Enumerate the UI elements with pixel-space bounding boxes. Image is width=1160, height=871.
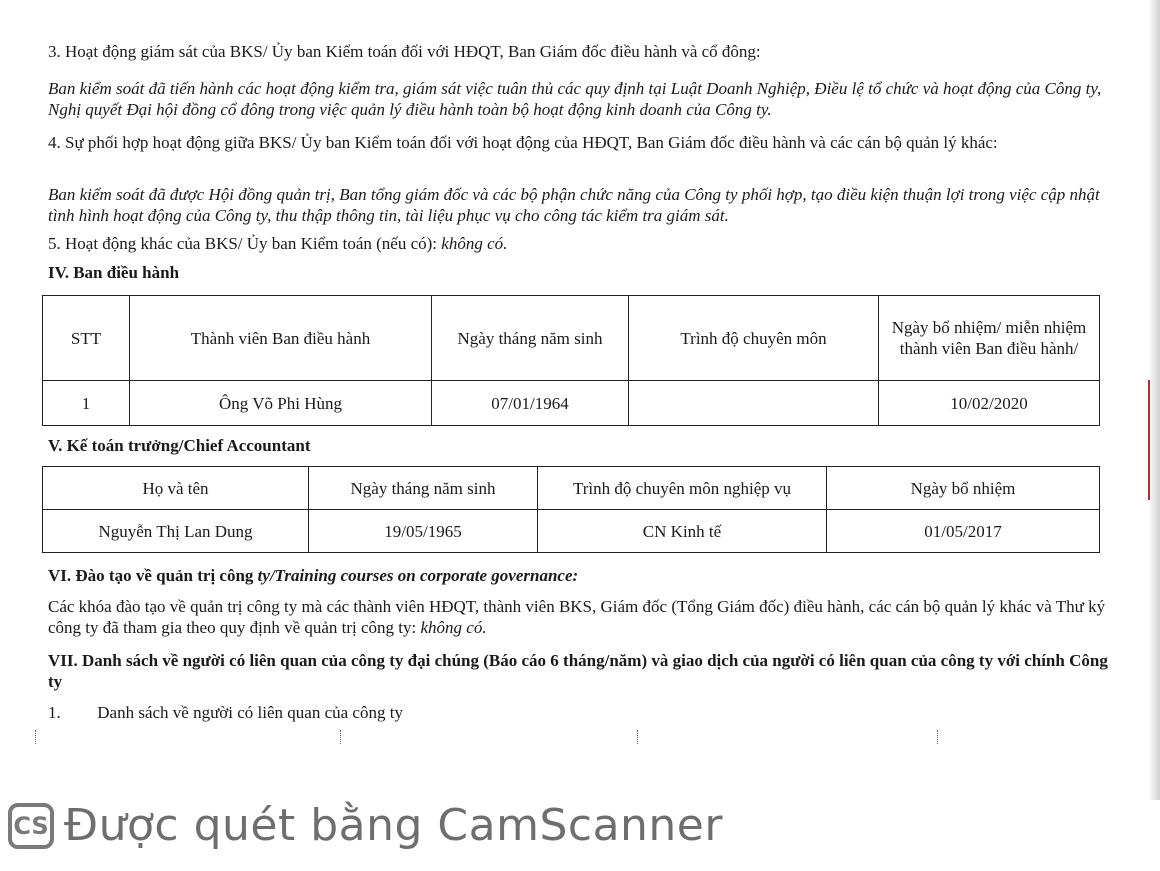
header-cell: Ngày tháng năm sinh <box>309 467 538 510</box>
table-cell: 19/05/1965 <box>309 510 538 553</box>
header-cell: Ngày tháng năm sinh <box>432 296 629 381</box>
list-item-number: 1. <box>48 703 61 722</box>
accountant-table <box>42 466 1100 553</box>
section-vi-title-part: VI. Đào tạo về quản trị công <box>48 566 258 585</box>
header-cell: Ngày bổ nhiệm/ miễn nhiệm thành viên Ban điều hành/ <box>879 296 1100 381</box>
table-cell: CN Kinh tế <box>538 510 827 553</box>
table-row <box>43 510 1100 553</box>
header-cell: Thành viên Ban điều hành <box>130 296 432 381</box>
board-table <box>42 295 1100 426</box>
section-3-body: Ban kiểm soát đã tiến hành các hoạt động kiểm tra, giám sát việc tuân thủ các quy định tại Luật Doanh Nghiệp, Điều lệ tổ chức và hoạt động của Công ty, Nghị quyết Đại hội đồng cổ đông trong việc quản lý điều hành toàn bộ hoạt động kinh doanh của Công ty. <box>48 79 1102 119</box>
header-cell: Ngày bổ nhiệm <box>827 467 1100 510</box>
dotted-mark <box>937 730 940 744</box>
section-5-line <box>48 234 507 254</box>
section-5-value: không có. <box>441 234 508 253</box>
table-cell: 01/05/2017 <box>827 510 1100 553</box>
header-cell: Họ và tên <box>43 467 309 510</box>
section-4-body: Ban kiểm soát đã được Hội đồng quản trị, Ban tổng giám đốc và các bộ phận chức năng của Công ty phối hợp, tạo điều kiện thuận lợi trong việc cập nhật tình hình hoạt động của Công ty, thu thập thông tin, tài liệu phục vụ cho công tác kiểm tra giám sát. <box>48 185 1100 225</box>
header-cell: STT <box>43 296 130 381</box>
table-cell <box>629 381 879 426</box>
camscanner-logo-icon: CS <box>8 803 54 849</box>
table-cell: 07/01/1964 <box>432 381 629 426</box>
table-cell: Nguyễn Thị Lan Dung <box>43 510 309 553</box>
section-v-title: V. Kế toán trưởng/Chief Accountant <box>48 436 311 455</box>
table-header-row <box>43 296 1100 381</box>
header-cell: Trình độ chuyên môn nghiệp vụ <box>538 467 827 510</box>
watermark-text: Được quét bằng CamScanner <box>64 800 723 851</box>
table-header-row <box>43 467 1100 510</box>
section-vi-title <box>48 566 578 586</box>
list-item-text: Danh sách về người có liên quan của công ty <box>97 703 403 722</box>
section-5-title: 5. Hoạt động khác của BKS/ Ủy ban Kiểm toán (nếu có): <box>48 234 438 253</box>
section-3-title: 3. Hoạt động giám sát của BKS/ Ủy ban Kiểm toán đối với HĐQT, Ban Giám đốc điều hành và cổ đông: <box>48 42 761 61</box>
camscanner-watermark <box>8 800 723 851</box>
section-vi-title-italic: ty/Training courses on corporate governance: <box>257 566 579 585</box>
section-vii-title: VII. Danh sách về người có liên quan của công ty đại chúng (Báo cáo 6 tháng/năm) và giao dịch của người có liên quan của công ty với chính Công ty <box>48 651 1108 691</box>
dotted-mark <box>35 730 38 744</box>
section-iv-title: IV. Ban điều hành <box>48 263 180 282</box>
table-cell: 10/02/2020 <box>879 381 1100 426</box>
section-vi-value: không có. <box>420 618 487 637</box>
section-vi-body <box>48 596 1108 638</box>
header-cell: Trình độ chuyên môn <box>629 296 879 381</box>
dotted-mark <box>637 730 640 744</box>
table-cell: 1 <box>43 381 130 426</box>
section-4-title: 4. Sự phối hợp hoạt động giữa BKS/ Ủy ban Kiểm toán đối với hoạt động của HĐQT, Ban Giám đốc điều hành và các cán bộ quản lý khác: <box>48 133 998 152</box>
table-row <box>43 381 1100 426</box>
dotted-mark <box>340 730 343 744</box>
section-vi-text: Các khóa đào tạo về quản trị công ty mà các thành viên HĐQT, thành viên BKS, Giám đốc (Tổng Giám đốc) điều hành, các cán bộ quản lý khác và Thư ký công ty đã tham gia theo quy định về quản trị công ty: <box>48 597 1106 637</box>
margin-stamp-marks <box>1148 380 1158 500</box>
section-vii-item <box>48 703 403 723</box>
table-cell: Ông Võ Phi Hùng <box>130 381 432 426</box>
